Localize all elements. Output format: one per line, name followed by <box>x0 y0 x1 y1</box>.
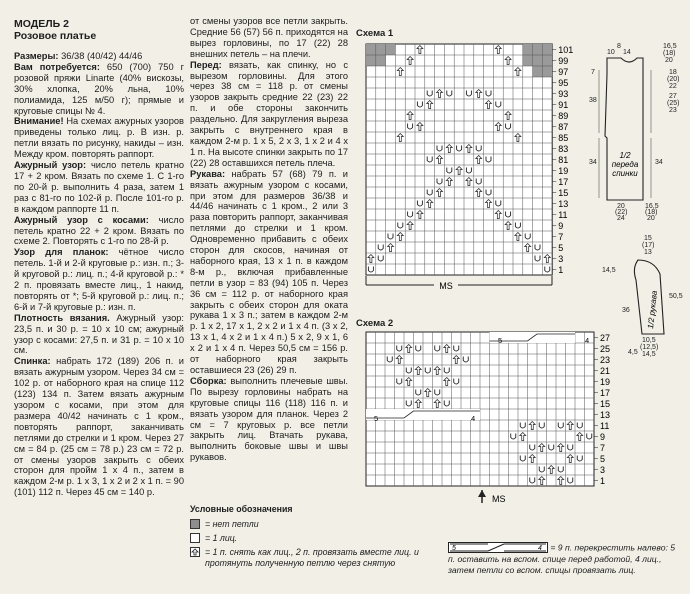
cable-note-num-a: 5 <box>452 545 456 552</box>
dim-10-5: 10,5 <box>642 337 656 344</box>
scheme-2-row-number: 13 <box>600 410 611 420</box>
scheme-2-row-number: 27 <box>600 333 611 343</box>
legend-item-decrease-text: = 1 п. снять как лиц., 2 п. провязать вместе лиц. и протянуть полученную петлю через снятую <box>205 547 419 568</box>
sleeve-schematic <box>600 230 688 360</box>
scheme-2-cable-num-b: 4 <box>585 336 590 345</box>
dim-12-5: (12,5) <box>640 344 659 351</box>
assembly-label: Сборка: <box>190 375 227 386</box>
scheme-2-row-number: 19 <box>600 377 611 387</box>
dim-38: 38 <box>589 97 597 104</box>
scheme-1-row-number: 3 <box>558 254 564 264</box>
dim-50-5: 50,5 <box>669 293 683 300</box>
sleeve-label: 1/2 рукава <box>646 290 659 330</box>
scheme-1-row-number: 5 <box>558 243 564 253</box>
scheme-1-row-number: 99 <box>558 56 569 66</box>
legend-item-knit <box>190 533 430 544</box>
legend-item-knit-text: = 1 лиц. <box>205 533 238 543</box>
front-back-label-1: 1/2 <box>619 151 631 160</box>
scheme-2-chart <box>352 330 632 510</box>
scheme-2-grid <box>366 332 594 486</box>
scheme-2-row-number: 11 <box>600 421 610 431</box>
back-paragraph <box>14 356 184 498</box>
assembly-paragraph <box>190 376 348 463</box>
lace-cables-paragraph <box>14 215 184 248</box>
lace-value: число петель кратно 17 + 2 кром. Вязать по схеме 1. С 1-го по 20-й р. выполнить 4 раза, затем 1 раз с 81-го по 102-й р. После 101-го р. в каждом раппорте 11 п. <box>14 160 184 214</box>
dim-36: 36 <box>622 307 630 314</box>
front-back-label-2: переда <box>611 160 639 169</box>
cable-note-text: = 9 п. перекрестить налево: 5 п. оставить на вспом. спице перед работой, 4 лиц., затем петли со вспом. спицы провязать лиц. <box>448 542 676 575</box>
scheme-1-row-number: 15 <box>558 188 569 198</box>
density-label: Плотность вязания. <box>14 312 110 323</box>
materials-label: Вам потребуется: <box>14 61 100 72</box>
scheme-2-row-number: 15 <box>600 399 611 409</box>
dim-22-bottom: (22) <box>615 209 628 216</box>
text-column-1 <box>14 18 184 498</box>
strips-value: чётное число петель. 1-й и 2-й круговые р.: изн. п.; 3-й круговой р.: лиц. п.; 4-й круговой р.: * 2 п. провязать вместе лиц., 1 накид, повторять от *; 5-й круговой р.: лиц. п.; 6-й и 7-й круговые р.: изн. п. <box>14 247 185 312</box>
sleeve-value: набрать 57 (68) 79 п. и вязать ажурным узором с косами, при этом для размеров 36/38 и 44/46 начинать с 1 кром., 2 или 3 раза повторить раппорт, заканчивая петлями до стрелки и 1 кром. Одновременно прибавить с обеих сторон для скосов, начиная от наборного края, 13 х 1 п. в каждом 8-м р., включая прибавленные петли в узор = 83 (94) 105 п. Через 36 см = 112 р. от наборного края закрыть с обеих сторон для оката рукава 1 х 3 п.; затем в каждом 2-м р. 1 х 2, 17 х 1, 2 х 2 и 1 х 4 п. (3 х 2, 13 х 1, 4 х 2 и 1 х 4 п.) 5 х 2, 9 х 1, 6 х 2 и 1 х 4 п. Через 50,5 см = 156 р. от наборного края закрыть оставшиеся 23 (26) 29 п. <box>190 168 348 375</box>
scheme-2-row-number: 1 <box>600 476 606 486</box>
scheme-1-row-number: 93 <box>558 89 569 99</box>
scheme-1-row-number: 89 <box>558 111 569 121</box>
scheme-2-row-number: 7 <box>600 443 606 453</box>
scheme-2-row-number: 23 <box>600 355 611 365</box>
dim-20-top: 20 <box>665 57 673 64</box>
attention-paragraph <box>14 116 184 160</box>
text-column-2 <box>190 16 348 463</box>
scheme-2-ms-label: MS <box>492 494 506 504</box>
legend <box>190 504 430 569</box>
front-back-label-3: спинки <box>612 169 638 178</box>
scheme-1-row-number: 1 <box>558 265 564 275</box>
scheme-1-chart <box>352 40 580 300</box>
dim-24-bottom: 24 <box>617 215 625 220</box>
cable-cross-symbol-icon <box>448 542 548 554</box>
front-back-schematic <box>585 40 687 220</box>
dim-18-top: (18) <box>663 50 676 57</box>
model-name: Розовое платье <box>14 30 97 42</box>
dim-4-5: 4,5 <box>628 349 638 356</box>
dim-20: (20) <box>667 76 680 83</box>
dim-10: 10 <box>607 49 615 56</box>
back-label: Спинка: <box>14 356 51 367</box>
scheme-1-row-numbers <box>552 45 573 275</box>
dim-34-right: 34 <box>655 159 663 166</box>
sizes-paragraph <box>14 51 184 62</box>
lace-cables-value: число петель кратно 22 + 2 кром. Вязать по схеме 2. Повторять с 1-го по 28-й р. <box>14 214 184 247</box>
materials-paragraph <box>14 62 184 117</box>
scheme-2-cable-num-d: 4 <box>471 414 476 423</box>
dim-13: 13 <box>644 249 652 256</box>
lace-paragraph <box>14 160 184 215</box>
scheme-2-cable-num-c: 5 <box>374 414 379 423</box>
strips-label: Узор для планок: <box>14 247 109 258</box>
scheme-1-row-number: 83 <box>558 144 569 154</box>
dim-14: 14 <box>623 49 631 56</box>
lace-cables-label: Ажурный узор с косами: <box>14 214 149 225</box>
legend-item-no-stitch <box>190 519 430 530</box>
dim-14-5-bottom: 14,5 <box>642 351 656 358</box>
scheme-2-row-number: 3 <box>600 465 606 475</box>
scheme-2-row-number: 17 <box>600 388 611 398</box>
dim-16-5-bottom: 16,5 <box>645 203 659 210</box>
scheme-1-ms-label: MS <box>439 281 453 291</box>
dim-14-5-left: 14,5 <box>602 267 616 274</box>
legend-item-decrease <box>190 547 430 569</box>
dim-34-left: 34 <box>589 159 597 166</box>
no-stitch-swatch-icon <box>190 519 200 529</box>
density-value: Ажурный узор: 23,5 п. и 30 р. = 10 х 10 см; ажурный узор с косами: 27,5 п. и 31 р. = 10 х 10 см. <box>14 312 185 356</box>
materials-value: 650 (700) 750 г розовой пряжи Linarte (40% вискозы, 30% хлопка, 20% льна, 10% полиамида, 125 м/50 г); прямые и круговые спицы № 4. <box>14 61 184 116</box>
dim-20-bottom-right: 20 <box>647 215 655 220</box>
back-continued: от смены узоров все петли закрыть. Средние 56 (57) 56 п. приходятся на вырез горловины, по 17 (22) 28 внешних петель – на плечи. <box>190 16 348 59</box>
dim-25: (25) <box>667 100 680 107</box>
legend-title: Условные обозначения <box>190 504 293 514</box>
scheme-1-row-number: 81 <box>558 155 569 165</box>
sleeve-paragraph <box>190 169 348 376</box>
dim-18-bottom: (18) <box>645 209 658 216</box>
scheme-2-row-number: 9 <box>600 432 606 442</box>
scheme-1-row-number: 13 <box>558 199 569 209</box>
dim-8: 8 <box>617 43 621 50</box>
dim-17: (17) <box>642 242 655 249</box>
front-label: Перед: <box>190 59 222 70</box>
scheme-1-row-number: 11 <box>558 210 568 220</box>
assembly-value: выполнить плечевые швы. По вырезу горловины набрать на круговые спицы 116 (118) 116 п. и вязать узором для планок. Через 2 см = 7 круговых р. все петли закрыть лиц. Втачать рукава, выполнить боковые швы и швы рукавов. <box>190 375 348 463</box>
scheme-1-title: Схема 1 <box>356 28 394 39</box>
attention-value: На схемах ажурных узоров приведены только лиц. р. В изн. р. петли вязать по рисунку, накиды – изн. Между кром. повторять раппорт. <box>14 116 184 160</box>
front-paragraph <box>190 60 348 169</box>
density-paragraph <box>14 313 184 357</box>
sleeve-label: Рукава: <box>190 168 226 179</box>
dim-27: 27 <box>669 93 677 100</box>
scheme-1-row-number: 9 <box>558 221 564 231</box>
scheme-1-row-number: 17 <box>558 177 569 187</box>
sizes-label: Размеры: <box>14 51 59 61</box>
scheme-1-row-number: 19 <box>558 166 569 176</box>
scheme-2-cable-num-a: 5 <box>498 336 503 345</box>
cable-note <box>448 542 684 576</box>
scheme-1-row-number: 91 <box>558 100 569 110</box>
dim-15: 15 <box>644 235 652 242</box>
front-value: вязать, как спинку, но с вырезом горловины. Для этого через 38 см = 118 р. от смены узоров закрыть средние 22 (23) 22 п. и обе стороны закончить раздельно. Для закругления выреза закрыть с внутреннего края в каждом 2-м р. 1 х 5, 2 х 3, 1 х 2 и 4 х 1 п. На высоте спинки закрыть по 17 (22) 28 оставшихся петель плеча. <box>190 59 348 168</box>
sizes-value: 36/38 (40/42) 44/46 <box>61 51 143 61</box>
dim-7: 7 <box>591 69 595 76</box>
dim-18: 18 <box>669 69 677 76</box>
dim-20-bottom: 20 <box>617 203 625 210</box>
strips-paragraph <box>14 247 184 312</box>
legend-item-no-stitch-text: = нет петли <box>205 519 259 529</box>
scheme-2-row-number: 21 <box>600 366 611 376</box>
lace-label: Ажурный узор: <box>14 160 87 171</box>
decrease-arrow-icon <box>190 547 200 557</box>
scheme-1-row-number: 101 <box>558 45 574 55</box>
scheme-2-row-number: 25 <box>600 344 611 354</box>
scheme-2-title: Схема 2 <box>356 318 394 329</box>
scheme-1-row-number: 7 <box>558 232 564 242</box>
dim-16-5-top: 16,5 <box>663 43 677 50</box>
knit-swatch-icon <box>190 533 200 543</box>
scheme-1-grid <box>366 44 552 275</box>
scheme-1-row-number: 85 <box>558 133 569 143</box>
scheme-1-row-number: 97 <box>558 67 569 77</box>
scheme-2-row-number: 5 <box>600 454 606 464</box>
attention-label: Внимание! <box>14 116 64 127</box>
model-title: МОДЕЛЬ 2 <box>14 18 69 30</box>
dim-22: 22 <box>669 83 677 90</box>
back-value: набрать 172 (189) 206 п. и вязать ажурным узором. Через 34 см = 102 р. от наборного края на спице 112 (123) 134 п. Затем вязать ажурным узором с косами, при этом для размера 40/42 начинать с 1 кром., повторять раппорт, заканчивать петлями до стрелки и 1 кром. Через 27 см = 84 р. (25 см = 78 р.) 23 см = 72 р. от смены узоров закрыть с обеих сторон для пройм 1 х 4 п., затем в каждом 2-м р. 1 х 3, 1 х 2 и 2 х 1 п. = 90 (101) 112 п. Через 45 см = 140 р. <box>14 356 184 498</box>
cable-note-num-b: 4 <box>538 545 542 552</box>
scheme-1-row-number: 95 <box>558 78 569 88</box>
scheme-1-row-number: 87 <box>558 122 569 132</box>
dim-23: 23 <box>669 107 677 114</box>
